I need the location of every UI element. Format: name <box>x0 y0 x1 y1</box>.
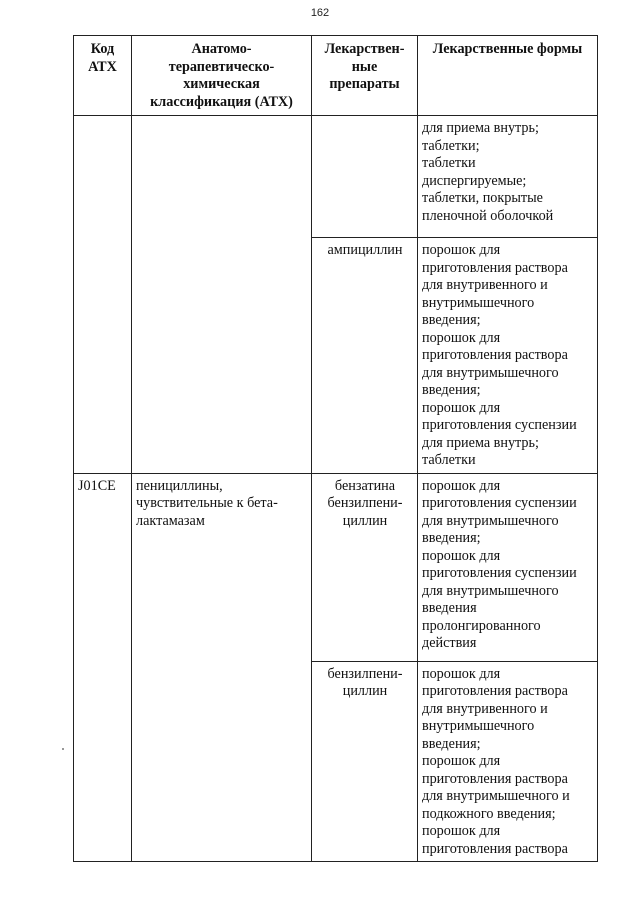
scan-speck <box>62 748 64 750</box>
drug-cell <box>312 116 418 238</box>
table-header <box>74 36 598 116</box>
atc-code-cell <box>74 116 132 474</box>
page-number: 162 <box>310 7 330 19</box>
header-drugs: Лекарствен- ные препараты <box>312 36 418 116</box>
classification-cell <box>132 116 312 474</box>
dosage-forms-cell: порошок для приготовления раствора для внутривенного и внутримышечного введения; порошок для приготовления раствора для внутримышечного введения; порошок для приготовления суспензии для приема внутрь; таблетки <box>418 238 598 474</box>
classification-cell: пенициллины, чувствительные к бета- лактамазам <box>132 473 312 862</box>
table-row <box>74 116 598 238</box>
table-row <box>74 473 598 661</box>
header-atc-code: Код АТХ <box>74 36 132 116</box>
header-atc-classification: Анатомо- терапевтическо- химическая классификация (АТХ) <box>132 36 312 116</box>
dosage-forms-cell: порошок для приготовления раствора для внутривенного и внутримышечного введения; порошок для приготовления раствора для внутримышечного и подкожного введения; порошок для приготовления раствора <box>418 661 598 862</box>
header-row <box>74 36 598 116</box>
drug-cell: бензатина бензилпени- циллин <box>312 473 418 661</box>
drug-cell: бензилпени- циллин <box>312 661 418 862</box>
header-dosage-forms: Лекарственные формы <box>418 36 598 116</box>
dosage-forms-cell: порошок для приготовления суспензии для внутримышечного введения; порошок для приготовления суспензии для внутримышечного введения пролонгированного действия <box>418 473 598 661</box>
dosage-forms-cell: для приема внутрь; таблетки; таблетки диспергируемые; таблетки, покрытые пленочной оболочкой <box>418 116 598 238</box>
atc-code-cell: J01CE <box>74 473 132 862</box>
drug-cell: ампициллин <box>312 238 418 474</box>
atc-table <box>73 35 598 862</box>
table-body <box>74 116 598 862</box>
